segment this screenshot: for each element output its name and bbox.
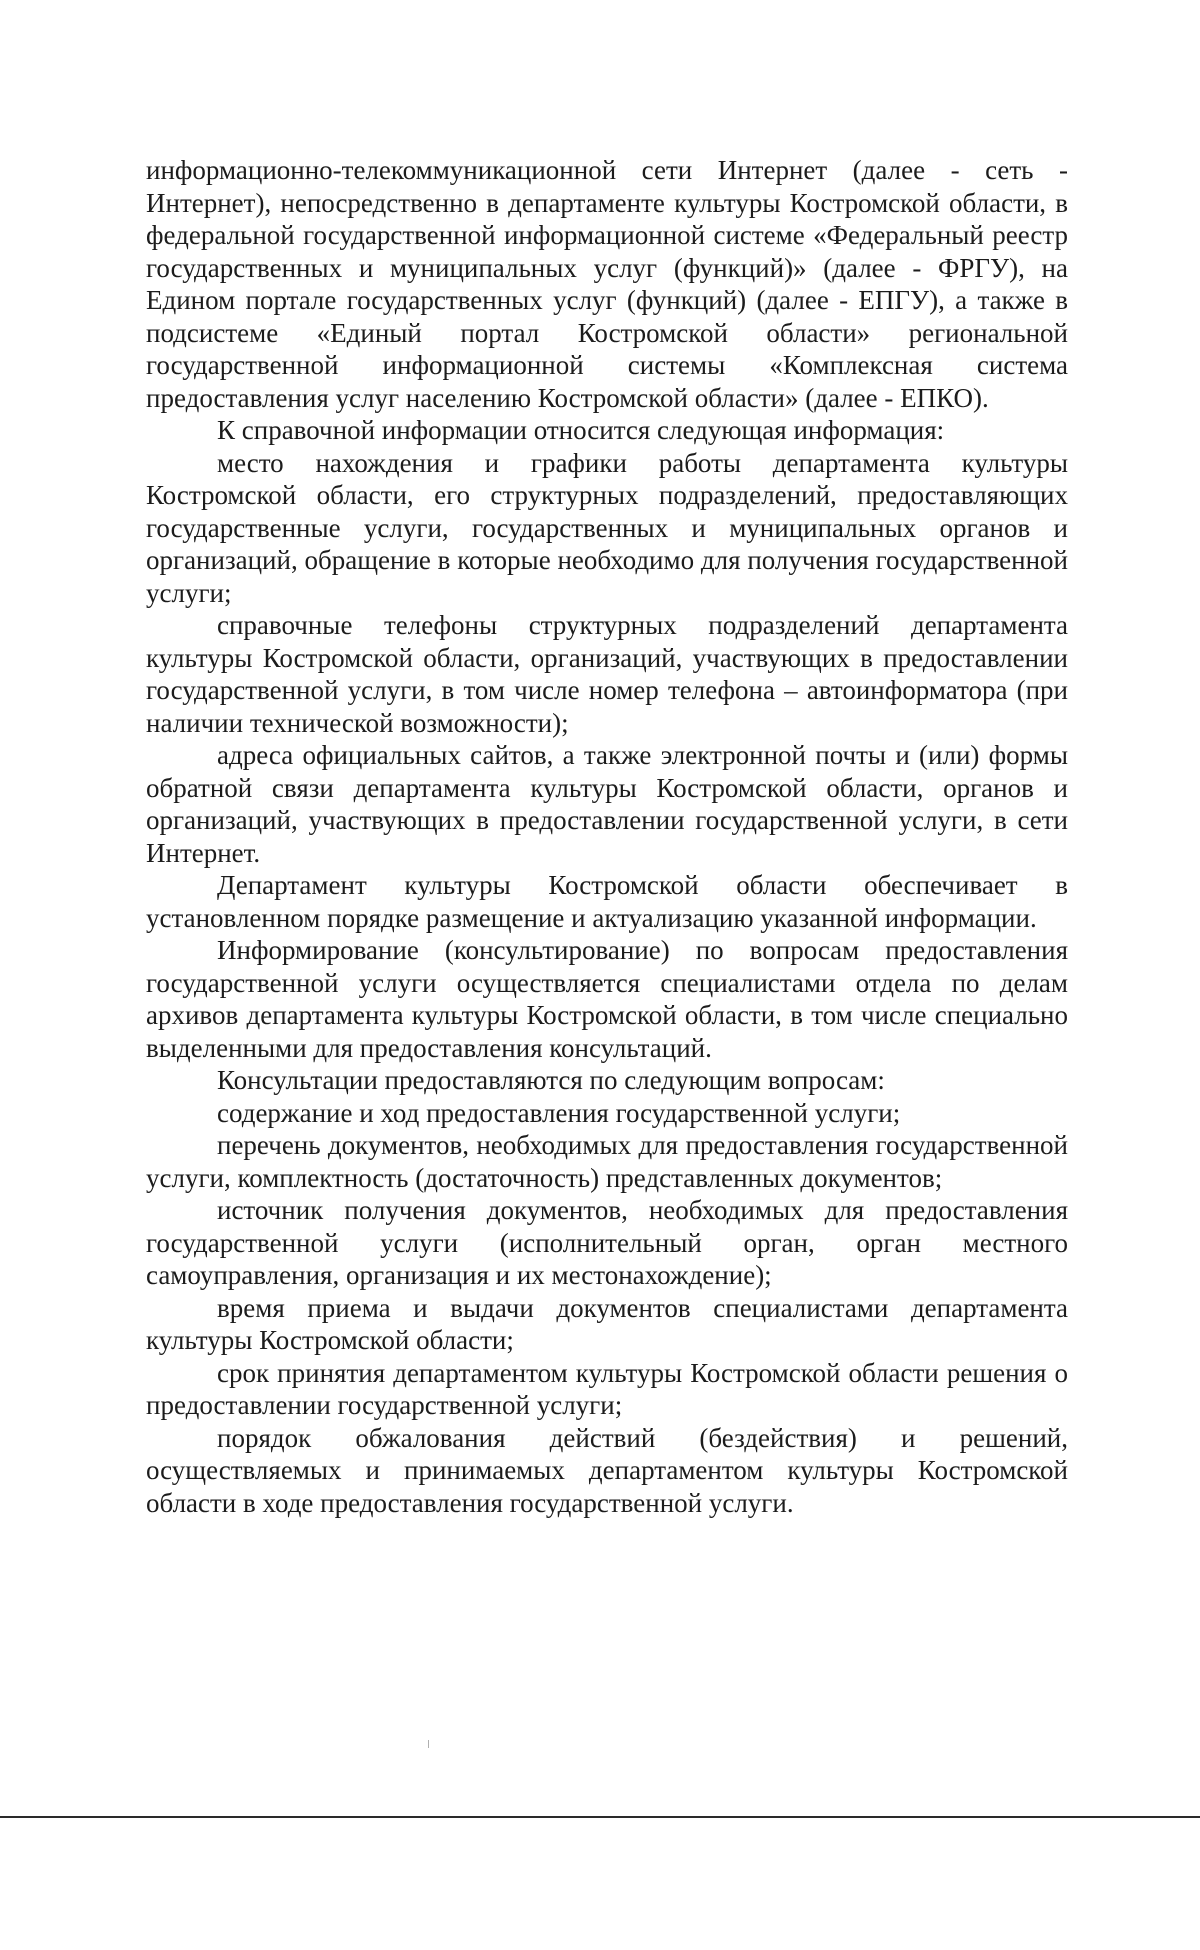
document-body — [146, 154, 1068, 1519]
paragraph-informing: Информирование (консультирование) по вопросам предоставления государственной услуги осуществляется специалистами отдела по делам архивов департамента культуры Костромской области, в том числе специально выделенными для предоставления консультаций. — [146, 935, 1068, 1063]
paragraph-continuation: информационно-телекоммуникационной сети Интернет (далее - сеть - Интернет), непосредственно в департаменте культуры Костромской области, в федеральной государственной информационной системе «Федеральный реестр государственных и муниципальных услуг (функций)» (далее - ФРГУ), на Едином портале государственных услуг (функций) (далее - ЕПГУ), а также в подсистеме «Единый портал Костромской области» региональной государственной информационной системы «Комплексная система предоставления услуг населению Костромской области» (далее - ЕПКО). — [146, 155, 1068, 413]
paragraph-decision-deadline: срок принятия департаментом культуры Костромской области решения о предоставлении государственной услуги; — [146, 1357, 1068, 1420]
paragraph-content-progress: содержание и ход предоставления государственной услуги; — [217, 1097, 901, 1128]
paragraph-appeal-procedure: порядок обжалования действий (бездействия) и решений, осуществляемых и принимаемых департаментом культуры Костромской области в ходе предоставления государственной услуги. — [146, 1422, 1068, 1518]
paragraph-websites: адреса официальных сайтов, а также электронной почты и (или) формы обратной связи департамента культуры Костромской области, органов и организаций, участвующих в предоставлении государственной услуги, в сети Интернет. — [146, 740, 1068, 868]
paragraph-reception-time: время приема и выдачи документов специалистами департамента культуры Костромской области; — [146, 1292, 1068, 1355]
scan-artifact — [428, 1740, 429, 1748]
paragraph-documents-source: источник получения документов, необходимых для предоставления государственной услуги (исполнительный орган, орган местного самоуправления, организация и их местонахождение); — [146, 1195, 1068, 1290]
paragraph-documents-list: перечень документов, необходимых для предоставления государственной услуги, комплектность (достаточность) представленных документов; — [146, 1130, 1068, 1193]
paragraph-phones: справочные телефоны структурных подразделений департамента культуры Костромской области, организаций, участвующих в предоставлении государственной услуги, в том числе номер телефона – автоинформатора (при наличии технической возможности); — [146, 610, 1068, 738]
paragraph-reference-info-intro: К справочной информации относится следующая информация: — [217, 415, 945, 445]
bottom-rule — [0, 1816, 1200, 1818]
paragraph-department-ensures: Департамент культуры Костромской области обеспечивает в установленном порядке размещение и актуализацию указанной информации. — [146, 870, 1068, 933]
paragraph-consultations-intro: Консультации предоставляются по следующим вопросам: — [217, 1065, 885, 1095]
paragraph-location-schedule: место нахождения и графики работы департамента культуры Костромской области, его структурных подразделений, предоставляющих государственные услуги, государственных и муниципальных органов и организаций, обращение в которые необходимо для получения государственной услуги; — [146, 447, 1068, 608]
